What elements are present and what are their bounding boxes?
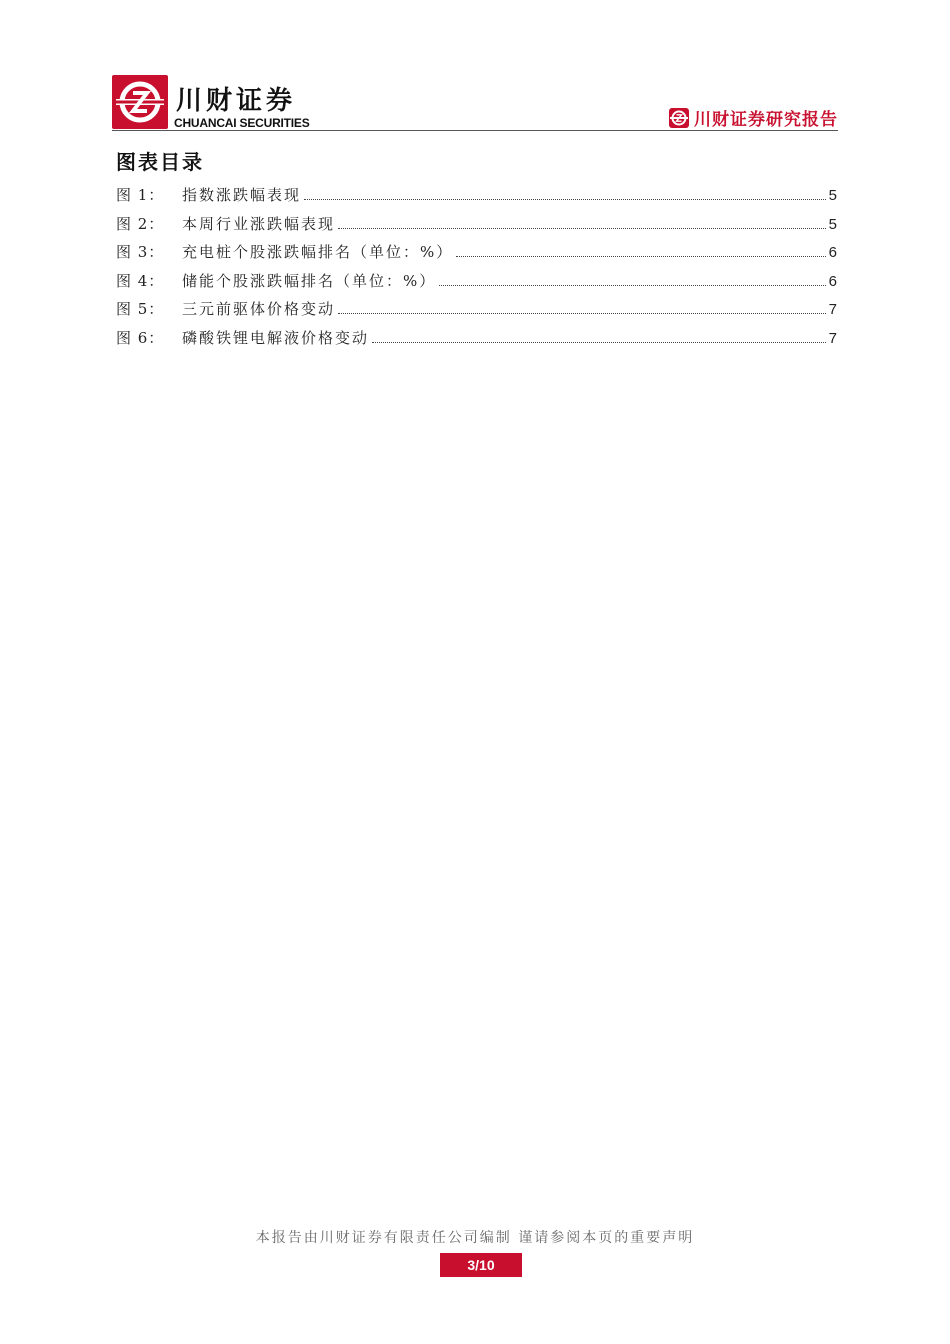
toc-entry-3[interactable] [116, 241, 837, 270]
toc-entry-2[interactable] [116, 213, 837, 242]
toc-entry-text: 指数涨跌幅表现 [182, 186, 302, 204]
toc-entry-text: 本周行业涨跌幅表现 [182, 214, 336, 233]
toc-entry-text: 充电桩个股涨跌幅排名（单位：%） [182, 243, 454, 262]
toc-entry-6[interactable] [116, 327, 837, 356]
toc-leader [338, 228, 826, 229]
toc-leader [338, 313, 826, 314]
toc-leader [439, 285, 825, 286]
report-tag-label: 川财证券研究报告 [694, 110, 838, 130]
toc-entry-page: 6 [828, 272, 837, 290]
header-divider [112, 130, 838, 131]
toc-entry-label: 图 6： [116, 328, 165, 347]
page-number: 3/10 [440, 1253, 522, 1277]
toc-leader [304, 199, 826, 200]
logo-chinese-name: 川财证券 [176, 86, 297, 116]
toc-entry-text: 磷酸铁锂电解液价格变动 [182, 328, 370, 347]
toc-entry-label: 图 2： [116, 214, 165, 233]
toc-entry-label: 图 1： [116, 186, 165, 204]
toc-title: 图表目录 [116, 150, 204, 174]
report-tag [669, 105, 838, 130]
toc-entry-5[interactable] [116, 298, 837, 327]
logo-english-name: CHUANCAI SECURITIES [174, 116, 310, 130]
toc-entry-text: 储能个股涨跌幅排名（单位：%） [182, 271, 437, 290]
toc-entry-page: 5 [828, 187, 837, 204]
toc-entry-page: 6 [828, 244, 837, 262]
toc-entry-label: 图 4： [116, 271, 165, 290]
toc-entry-1[interactable] [116, 184, 837, 213]
toc-entry-page: 5 [828, 215, 837, 233]
toc-entry-4[interactable] [116, 270, 837, 299]
toc-entry-page: 7 [828, 329, 837, 347]
toc-leader [372, 342, 826, 343]
report-logo-icon [669, 108, 689, 128]
page-header [112, 72, 838, 132]
toc-leader [456, 256, 825, 257]
toc-entry-label: 图 3： [116, 243, 165, 262]
chuancai-logo-icon [112, 75, 168, 129]
toc-entry-text: 三元前驱体价格变动 [182, 300, 336, 319]
toc-entry-label: 图 5： [116, 300, 165, 319]
footer-disclaimer: 本报告由川财证券有限责任公司编制 谨请参阅本页的重要声明 [255, 1230, 695, 1246]
toc-entry-page: 7 [828, 301, 837, 319]
toc-list [116, 184, 837, 356]
